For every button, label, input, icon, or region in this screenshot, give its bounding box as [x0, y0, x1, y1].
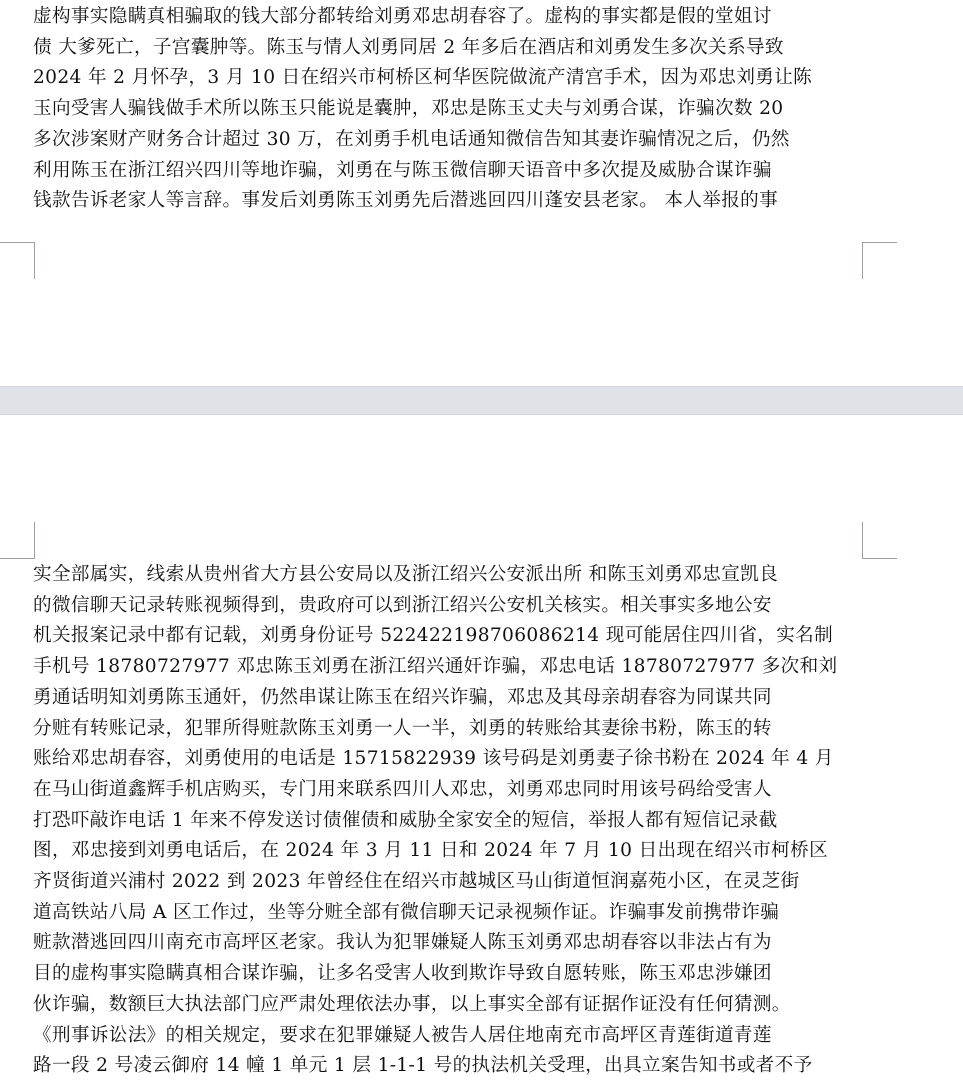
text-line: 债 大爹死亡，子宫囊肿等。陈玉与情人刘勇同居 2 年多后在酒店和刘勇发生多次关系导致 [33, 36, 784, 58]
text-line: 玉向受害人骗钱做手术所以陈玉只能说是囊肿，邓忠是陈玉丈夫与刘勇合谋，诈骗次数 20 [33, 98, 784, 120]
crop-mark-bottom-right [862, 242, 897, 279]
text-line: 目的虚构事实隐瞒真相合谋诈骗，让多名受害人收到欺诈导致自愿转账，陈玉邓忠涉嫌团 [33, 963, 772, 985]
text-line: 齐贤街道兴浦村 2022 到 2023 年曾经住在绍兴市越城区马山街道恒润嘉苑小区，在灵芝街 [33, 871, 800, 893]
text-line: 利用陈玉在浙江绍兴四川等地诈骗，刘勇在与陈玉微信聊天语音中多次提及威胁合谋诈骗 [33, 159, 772, 181]
crop-mark-top-right [862, 522, 897, 559]
page-1-body-text [33, 2, 865, 217]
document-page-2 [0, 415, 963, 1092]
crop-mark-bottom-left [0, 242, 35, 279]
text-line: 打恐吓敲诈电话 1 年来不停发送讨债催债和威胁全家安全的短信，举报人都有短信记录截 [33, 809, 778, 831]
text-line: 在马山街道鑫辉手机店购买，专门用来联系四川人邓忠，刘勇邓忠同时用该号码给受害人 [33, 778, 772, 800]
text-line: 图，邓忠接到刘勇电话后，在 2024 年 3 月 11 日和 2024 年 7 月 10 日出现在绍兴市柯桥区 [33, 840, 829, 862]
text-line: 勇通话明知刘勇陈玉通奸，仍然串谋让陈玉在绍兴诈骗，邓忠及其母亲胡春容为同谋共同 [33, 686, 772, 708]
text-line: 多次涉案财产财务合计超过 30 万，在刘勇手机电话通知微信告知其妻诈骗情况之后，仍然 [33, 128, 790, 150]
text-line: 实全部属实，线索从贵州省大方县公安局以及浙江绍兴公安派出所 和陈玉刘勇邓忠宣凯良 [33, 564, 779, 585]
page-2-body-text [33, 560, 865, 1082]
text-line: 钱款告诉老家人等言辞。事发后刘勇陈玉刘勇先后潜逃回四川蓬安县老家。 本人举报的事 [33, 190, 779, 212]
text-line: 道高铁站八局 A 区工作过，坐等分赃全部有微信聊天记录视频作证。诈骗事发前携带诈骗 [33, 901, 780, 923]
text-line: 《刑事诉讼法》的相关规定，要求在犯罪嫌疑人被告人居住地南充市高坪区青莲街道青莲 [33, 1024, 772, 1046]
document-page-1 [0, 0, 963, 386]
text-line: 伙诈骗，数额巨大执法部门应严肃处理依法办事，以上事实全部有证据作证没有任何猜测。 [33, 993, 791, 1015]
text-line: 手机号 18780727977 邓忠陈玉刘勇在浙江绍兴通奸诈骗，邓忠电话 18780727977 多次和刘 [33, 656, 838, 678]
text-line: 的微信聊天记录转账视频得到，贵政府可以到浙江绍兴公安机关核实。相关事实多地公安 [33, 594, 772, 616]
text-line: 2024 年 2 月怀孕，3 月 10 日在绍兴市柯桥区柯华医院做流产清宫手术，因为邓忠刘勇让陈 [33, 67, 813, 89]
text-line: 分赃有转账记录，犯罪所得赃款陈玉刘勇一人一半，刘勇的转账给其妻徐书粉，陈玉的转 [33, 717, 772, 739]
page-separator [0, 386, 963, 415]
text-line: 机关报案记录中都有记载，刘勇身份证号 522422198706086214 现可能居住四川省，实名制 [33, 625, 834, 647]
crop-mark-top-left [0, 522, 35, 559]
text-line: 虚构事实隐瞒真相骗取的钱大部分都转给刘勇邓忠胡春容了。虚构的事实都是假的堂姐讨 [33, 6, 772, 27]
text-line: 路一段 2 号凌云御府 14 幢 1 单元 1 层 1-1-1 号的执法机关受理，出具立案告知书或者不予 [33, 1055, 813, 1077]
text-line: 赃款潜逃回四川南充市高坪区老家。我认为犯罪嫌疑人陈玉刘勇邓忠胡春容以非法占有为 [33, 932, 772, 954]
text-line: 账给邓忠胡春容，刘勇使用的电话是 15715822939 该号码是刘勇妻子徐书粉在 2024 年 4 月 [33, 748, 834, 770]
